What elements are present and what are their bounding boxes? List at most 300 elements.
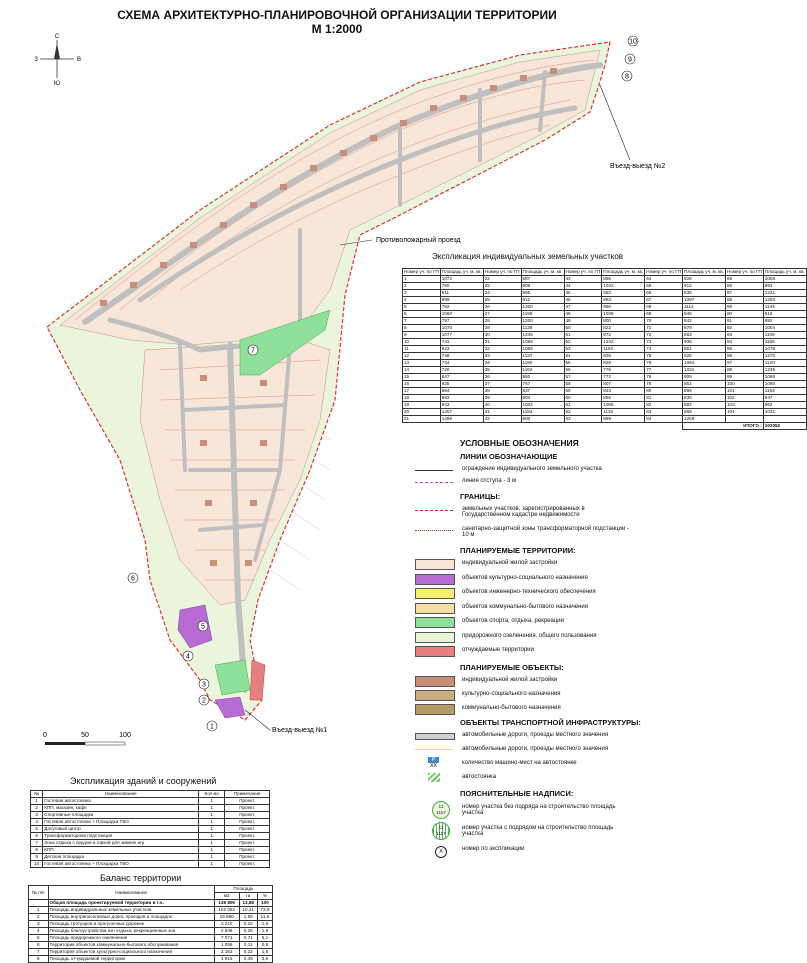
plots-cell: 1031 [763,409,806,416]
buildings-cell: 1 [199,826,225,833]
plots-col-area: Площадь уч. м. кв. [603,269,644,274]
plots-cell: 947 [763,395,806,402]
balance-cell: 3,6 [257,956,272,963]
plots-table-row [403,409,807,416]
plots-cell: 1004 [763,325,806,332]
buildings-cell: 8 [31,847,43,854]
plots-cell: 54 [564,353,602,360]
plots-cell: 983 [763,283,806,290]
scale-50: 50 [81,732,89,739]
plots-cell: 23 [483,283,521,290]
compass-south: Ю [53,81,61,87]
plots-cell: 863 [602,290,645,297]
plots-cell: 42 [483,416,521,423]
plots-cell: 918 [763,311,806,318]
legend-line-1: линия отступа - 3 м [462,478,517,484]
alienated-zone [250,660,265,700]
plots-cell: 69 [645,311,683,318]
plots-cell: 1112 [683,304,726,311]
balance-cell: 11,5 [257,914,272,921]
buildings-cell: 10 [31,861,43,868]
plots-cell: 986 [602,304,645,311]
balance-total-row [29,900,273,907]
explication-number-symbol: X [438,848,443,855]
buildings-cell: 1 [199,812,225,819]
plots-table-row [403,381,807,388]
balance-table-row [29,907,273,914]
buildings-cell: КПП [43,847,199,854]
plots-table-row [403,297,807,304]
plots-col-area: Площадь уч. м. кв. [441,269,482,274]
entry-1-label: Въезд-выезд №1 [272,727,328,734]
buildings-cell: 7 [31,840,43,847]
plots-cell: 1242 [602,339,645,346]
balance-table-row [29,914,273,921]
plots-cell: 7 [403,318,441,325]
plots-cell: 984 [440,388,483,395]
plots-cell: 883 [683,332,726,339]
plots-cell: 800 [602,318,645,325]
balance-cell: Площадь отчуждаемой территории [48,956,214,963]
buildings-cell: Проект. [225,812,270,819]
plots-cell: 68 [645,304,683,311]
parking-badge-icon [428,757,439,769]
legend-territory-3: объектов коммунально-бытового назначения [462,603,589,610]
plots-cell: 720 [440,367,483,374]
plots-cell: 1130 [602,409,645,416]
plots-cell: 45 [564,290,602,297]
buildings-cell: 6 [31,833,43,840]
plots-cell: 91 [726,318,764,325]
plots-cell: 19 [403,402,441,409]
buildings-cell: Проект. [225,854,270,861]
plots-cell: 1200 [521,318,564,325]
balance-cell: 7 071 [214,935,239,942]
plots-cell: 1307 [440,409,483,416]
scale-100: 100 [119,732,131,739]
plots-cell: 863 [602,297,645,304]
legend-note-0: номер участка без подряда на строительство площадь участка [462,803,616,816]
plots-cell: 97 [726,360,764,367]
plots-cell: 87 [726,290,764,297]
plots-cell: 1064 [683,360,726,367]
legend-object-2: коммунально-бытового назначения [462,704,561,711]
plots-cell: 1231 [763,290,806,297]
legend-territories-title: ПЛАНИРУЕМЫЕ ТЕРРИТОРИИ: [460,546,576,555]
plots-cell: 92 [726,325,764,332]
plots-cell: 72 [645,332,683,339]
legend-territory-4: объектов спорта, отдыха, рекреации [462,618,564,624]
plots-total-value: 102052 [763,423,806,430]
compass-east: В [76,57,82,63]
plots-cell: 887 [521,276,564,283]
plots-cell: 102 [726,395,764,402]
legend-borders-title: ГРАНИЦЫ: [460,492,501,501]
buildings-cell: Проект. [225,819,270,826]
plots-table-row [403,374,807,381]
legend-transport-3: автостоянка [462,773,497,780]
plots-cell: 869 [602,416,645,423]
plots-cell: 94 [726,339,764,346]
balance-cell: 0,26 [239,928,257,935]
plots-cell: 101 [726,388,764,395]
buildings-cell: Проект. [225,861,270,868]
plots-cell: 89 [726,304,764,311]
legend-line-0: ограждение индивидуального земельного участка [462,466,602,472]
legend-territory-1-swatch [415,574,455,585]
plots-cell: 892 [683,402,726,409]
plots-table-row [403,353,807,360]
balance-table-row [29,928,273,935]
plots-cell: 32 [483,346,521,353]
plots-total-label: ИТОГО : [683,423,764,430]
plots-cell: 776 [602,367,645,374]
plots-cell: 103 [726,402,764,409]
plots-table-row [403,290,807,297]
balance-cell: Площадь придорожного озеленения [48,935,214,942]
plots-table-row [403,360,807,367]
legend-notes-title: ПОЯСНИТЕЛЬНЫЕ НАДПИСИ: [460,788,574,798]
buildings-cell: 1 [199,847,225,854]
buildings-cell: Детская площадка [43,854,199,861]
plots-cell: 64 [645,276,683,283]
plots-cell: 63 [564,416,602,423]
plots-cell: 843 [602,388,645,395]
plots-cell: 1496 [440,416,483,423]
entry-2-label: Въезд-выезд №2 [610,163,666,170]
legend-territory-5-swatch [415,632,455,643]
buildings-table-row [31,805,270,812]
marker-6: 6 [131,575,135,583]
balance-cell: 1 056 [214,942,239,949]
balance-total-cell: Общая площадь проектируемой территории в т.ч. [48,900,214,907]
plots-cell: 909 [683,374,726,381]
legend-transport-title: ОБЪЕКТЫ ТРАНСПОРТНОЙ ИНФРАСТРУКТУРЫ: [460,717,641,727]
balance-cell: 1,9 [257,928,272,935]
plots-cell: 29 [483,325,521,332]
legend-road-local-swatch [415,733,455,740]
plots-table-row [403,325,807,332]
plots-cell: 734 [440,360,483,367]
plots-cell: 851 [683,346,726,353]
balance-cell: Площадь индивидуальных земельных участков [48,907,214,914]
compass-north: С [54,34,60,40]
legend-territory-2-swatch [415,588,455,599]
balance-cell: 2 163 [214,949,239,956]
plots-cell: 826 [602,353,645,360]
plots-cell: 15 [403,374,441,381]
plots-table-title: Экспликация индивидуальных земельных участков [432,252,624,261]
plots-cell: 1245 [521,332,564,339]
legend-territory-4-swatch [415,617,455,628]
plots-cell: 855 [602,276,645,283]
plots-col-area: Площадь уч. м. кв. [764,269,805,274]
plots-cell: 22 [483,276,521,283]
sheet-title: СХЕМА АРХИТЕКТУРНО-ПЛАНИРОВОЧНОЙ ОРГАНИЗАЦИИ ТЕРРИТОРИИ [117,8,557,22]
plots-cell: 912 [521,297,564,304]
legend-transport-0: автомобильные дороги, проезды местного значения [462,731,609,738]
plots-cell: 6 [403,311,441,318]
plots-cell: 772 [602,374,645,381]
plots-cell: 1259 [683,416,726,423]
plots-cell: 847 [440,374,483,381]
plots-cell: 86 [726,283,764,290]
plots-cell: 830 [683,395,726,402]
plots-cell: 1060 [440,311,483,318]
legend-object-0-swatch [415,676,455,687]
balance-cell: 5 [29,935,49,942]
plots-cell: 37 [483,381,521,388]
plots-cell: 1 [403,276,441,283]
balance-cell: 4 916 [214,956,239,963]
legend-border-0-icon [415,510,453,511]
plots-table-row [403,339,807,346]
kpp-zone [215,697,245,718]
plots-table-row [403,388,807,395]
balance-cell: 0,71 [239,935,257,942]
balance-table-row [29,921,273,928]
marker-2: 2 [202,697,206,705]
balance-total-cell [29,900,49,907]
scale-bar [43,732,131,745]
plots-cell: 34 [483,360,521,367]
balance-col-num: № п/п [29,886,49,900]
balance-cell: 1,6 [257,949,272,956]
plots-cell: 57 [564,374,602,381]
buildings-cell: Проект. [225,833,270,840]
balance-col-name: Наименование [48,886,214,900]
buildings-table-row [31,861,270,868]
plots-cell: 99 [726,374,764,381]
plots-cell: 889 [440,297,483,304]
plots-cell: 98 [726,367,764,374]
plots-cell: 1200 [521,304,564,311]
plots-cell: 767 [521,381,564,388]
plots-cell: 878 [683,325,726,332]
buildings-cell: Проект. [225,847,270,854]
marker-4: 4 [186,653,190,661]
balance-cell: 5,1 [257,935,272,942]
buildings-table-title: Экспликация зданий и сооружений [70,776,217,786]
plots-cell: 760 [440,283,483,290]
marker-5: 5 [201,623,205,631]
plots-cell: 1186 [763,339,806,346]
buildings-cell: Гостевая автостоянка + Площадка ТБО [43,819,199,826]
plots-cell: 104 [726,409,764,416]
buildings-col-1: Наименование [43,791,199,798]
plots-cell: 67 [645,297,683,304]
buildings-cell: 1 [199,798,225,805]
plots-cell: 28 [483,318,521,325]
plots-cell: 48 [564,311,602,318]
legend-territory-0: индивидуальной жилой застройки [462,560,558,566]
plot-number-0-icon [432,801,450,819]
plots-cell: 82 [645,402,683,409]
plots-table-row [403,367,807,374]
plots-cell: 1134 [763,304,806,311]
plots-cell: 49 [564,318,602,325]
balance-header-row [29,886,273,893]
balance-cell: Площадь благоустройства зон отдыха, рекреационных зон [48,928,214,935]
sheet-scale: М 1:2000 [311,22,363,36]
plots-cell: 1032 [521,402,564,409]
buildings-table-row [31,798,270,805]
plots-table-row [403,318,807,325]
balance-col-unit-4: га [239,893,257,900]
plots-cell: 66 [645,290,683,297]
plots-cell: 12 [403,353,441,360]
compass-west: З [34,57,38,63]
plots-cell: 10 [403,339,441,346]
plots-cell: 992 [763,318,806,325]
plots-cell: 44 [564,283,602,290]
balance-cell: 15 890 [214,914,239,921]
balance-table-row [29,942,273,949]
parking-badge-top: P [431,756,436,763]
plots-cell: 912 [683,283,726,290]
plots-col-num: Номер уч. по ГП [646,269,682,274]
buildings-cell: Проект. [225,805,270,812]
plots-table-row [403,332,807,339]
plots-cell: 73 [645,339,683,346]
balance-cell: 8 [29,956,49,963]
balance-cell: 0,22 [239,921,257,928]
balance-cell: Площадь внутрипоселковых дорог, проездов и площадок [48,914,214,921]
buildings-cell: Гостевая автостоянка + Площадка ТБО [43,861,199,868]
plots-cell: 851 [683,381,726,388]
balance-cell: Площадь тротуаров и прогулочных дорожек [48,921,214,928]
plots-cell: 84 [645,416,683,423]
balance-table [28,885,273,963]
balance-cell: 102 052 [214,907,239,914]
buildings-table-row [31,854,270,861]
buildings-col-2: Кол-во [199,791,225,798]
plots-cell: 1068 [763,374,806,381]
plots-cell: 1089 [521,339,564,346]
plots-cell: 31 [483,339,521,346]
plots-cell: 90 [726,311,764,318]
plots-cell: 50 [564,325,602,332]
plot-number-0-bottom: 1117 [436,809,446,815]
plots-cell: 972 [602,332,645,339]
balance-table-row [29,935,273,942]
balance-table-title: Баланс территории [100,873,182,883]
plots-cell: 1162 [521,367,564,374]
buildings-table [30,790,270,868]
balance-cell: 0,11 [239,942,257,949]
plots-cell: 27 [483,311,521,318]
plots-cell: 1293 [763,297,806,304]
legend-territory-6-swatch [415,646,455,657]
plots-cell: 88 [726,297,764,304]
plots-cell: 1005 [763,276,806,283]
plots-cell [726,416,764,423]
legend-territory-2: объектов инженерно-технического обеспечения [462,589,596,595]
balance-cell: Территория объектов культурно-социального назначения [48,949,214,956]
plots-cell: 51 [564,332,602,339]
plots-cell: 18 [403,395,441,402]
plots-table-row [403,283,807,290]
legend-transport-2: количество машино-мест на автостоянке [462,759,577,766]
plots-cell: 1077 [440,332,483,339]
plots-col-num: Номер уч. по ГП [727,269,762,274]
plots-cell: 1139 [521,325,564,332]
plots-cell: 74 [645,346,683,353]
plots-cell: 100 [726,381,764,388]
plots-cell: 17 [403,388,441,395]
balance-cell: 1,59 [239,914,257,921]
plots-table [402,268,807,430]
buildings-cell: 1 [199,840,225,847]
plots-cell: 1190 [521,360,564,367]
plots-cell: 1036 [602,311,645,318]
plots-cell: 60 [564,395,602,402]
buildings-cell: Проект. [225,798,270,805]
plots-cell: 56 [564,367,602,374]
fire-road-label: Противопожарный проезд [376,237,461,244]
buildings-cell: 2 [31,805,43,812]
plots-col-area: Площадь уч. м. кв. [684,269,724,274]
plots-cell: 38 [483,388,521,395]
marker-3: 3 [202,681,206,689]
legend-road-local2-icon [415,749,453,750]
plots-cell: 895 [521,290,564,297]
plots-cell: 800 [521,416,564,423]
plots-cell: 1184 [521,409,564,416]
buildings-col-3: Примечания [225,791,270,798]
plots-cell: 1153 [763,388,806,395]
balance-cell: 10,21 [239,907,257,914]
buildings-cell: 9 [31,854,43,861]
plots-cell: 1085 [602,402,645,409]
legend-territory-5: придорожного озеленения, общего пользования [462,632,597,639]
legend-transport-1: автомобильные дороги, проезды местного значения [462,745,609,752]
plots-cell: 25 [483,297,521,304]
plots-table-row [403,402,807,409]
plots-cell: 11 [403,346,441,353]
plots-cell: 828 [602,360,645,367]
compass-icon [34,34,81,87]
plots-cell: 911 [440,290,483,297]
balance-cell: 0,8 [257,942,272,949]
balance-col-unit-3: м2 [214,893,239,900]
plots-cell: 35 [483,367,521,374]
legend-object-1-swatch [415,690,455,701]
plots-cell: 823 [440,346,483,353]
plots-cell: 93 [726,332,764,339]
plots-cell: 41 [483,409,521,416]
plots-cell: 883 [440,395,483,402]
plots-cell: 47 [564,304,602,311]
plots-cell: 825 [440,381,483,388]
plot-number-1-top: 11 [438,824,444,830]
plots-cell: 58 [564,381,602,388]
plots-table-row [403,416,807,423]
plots-cell: 76 [645,360,683,367]
buildings-table-row [31,847,270,854]
buildings-cell: 1 [199,861,225,868]
balance-cell: 73,9 [257,907,272,914]
plots-table-row [403,304,807,311]
balance-cell: 3 [29,921,49,928]
legend-territory-3-swatch [415,603,455,614]
balance-table-row [29,956,273,963]
balance-col-unit-5: % [257,893,272,900]
buildings-cell: 4 [31,819,43,826]
legend-border-1: санитарно-защитной зоны трансформаторной подстанции - 10 м [462,526,629,538]
buildings-cell: Зона отдыха с прудом и горкой для зимних игр [43,840,199,847]
plot-number-1-icon [432,822,450,840]
